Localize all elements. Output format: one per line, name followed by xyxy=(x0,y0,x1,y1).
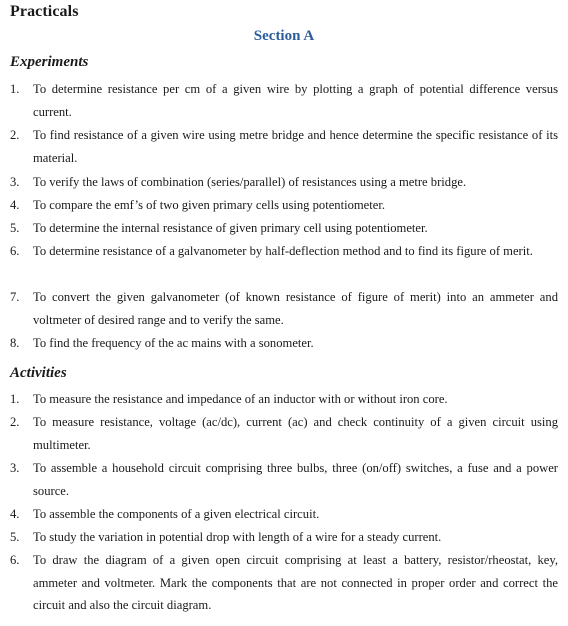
item-number: 4. xyxy=(10,507,20,521)
experiment-item-4 xyxy=(10,194,558,217)
item-text: To measure resistance, voltage (ac/dc), current (ac) and check continuity of a given circuit using multimeter. xyxy=(33,415,558,452)
page-title: Practicals xyxy=(10,3,79,20)
experiment-item-6 xyxy=(10,240,558,263)
activity-item-5 xyxy=(10,526,558,549)
item-text: To assemble the components of a given electrical circuit. xyxy=(33,507,320,521)
item-number: 3. xyxy=(10,461,20,475)
item-number: 1. xyxy=(10,392,20,406)
item-text: To measure the resistance and impedance of an inductor with or without iron core. xyxy=(33,392,448,406)
item-number: 3. xyxy=(10,175,20,189)
item-number: 2. xyxy=(10,128,20,142)
item-number: 1. xyxy=(10,82,20,96)
experiment-item-8 xyxy=(10,332,558,355)
item-text: To draw the diagram of a given open circuit comprising at least a battery, resistor/rheostat, key, ammeter and voltmeter. Mark the components that are not connected in proper order and correct the circuit and also the circuit diagram. xyxy=(33,553,558,612)
experiments-heading: Experiments xyxy=(10,54,89,70)
item-text: To compare the emf’s of two given primary cells using potentiometer. xyxy=(33,198,385,212)
item-number: 2. xyxy=(10,415,20,429)
experiment-item-5 xyxy=(10,217,558,240)
item-number: 6. xyxy=(10,244,20,258)
item-text: To find resistance of a given wire using metre bridge and hence determine the specific resistance of its material. xyxy=(33,128,558,165)
activity-item-6 xyxy=(10,549,558,617)
item-text: To determine the internal resistance of given primary cell using potentiometer. xyxy=(33,221,428,235)
item-text: To convert the given galvanometer (of known resistance of figure of merit) into an ammeter and voltmeter of desired range and to verify the same. xyxy=(33,290,558,327)
item-text: To assemble a household circuit comprising three bulbs, three (on/off) switches, a fuse and a power source. xyxy=(33,461,558,498)
section-heading: Section A xyxy=(253,28,315,44)
activity-item-1 xyxy=(10,388,558,411)
item-number: 5. xyxy=(10,530,20,544)
item-number: 5. xyxy=(10,221,20,235)
activity-item-4 xyxy=(10,503,558,526)
item-number: 6. xyxy=(10,553,20,567)
item-text: To determine resistance per cm of a given wire by plotting a graph of potential difference versus current. xyxy=(33,82,558,119)
activity-item-2 xyxy=(10,411,558,456)
activities-heading: Activities xyxy=(10,365,67,381)
item-text: To verify the laws of combination (series/parallel) of resistances using a metre bridge. xyxy=(33,175,467,189)
item-number: 8. xyxy=(10,336,20,350)
experiment-item-7 xyxy=(10,286,558,331)
item-number: 7. xyxy=(10,290,20,304)
activity-item-3 xyxy=(10,457,558,502)
item-text: To study the variation in potential drop with length of a wire for a steady current. xyxy=(33,530,442,544)
item-number: 4. xyxy=(10,198,20,212)
experiment-item-2 xyxy=(10,124,558,169)
item-text: To find the frequency of the ac mains with a sonometer. xyxy=(33,336,314,350)
experiment-item-3 xyxy=(10,171,558,194)
item-text: To determine resistance of a galvanometer by half-deflection method and to find its figure of merit. xyxy=(33,244,533,258)
experiment-item-1 xyxy=(10,78,558,123)
